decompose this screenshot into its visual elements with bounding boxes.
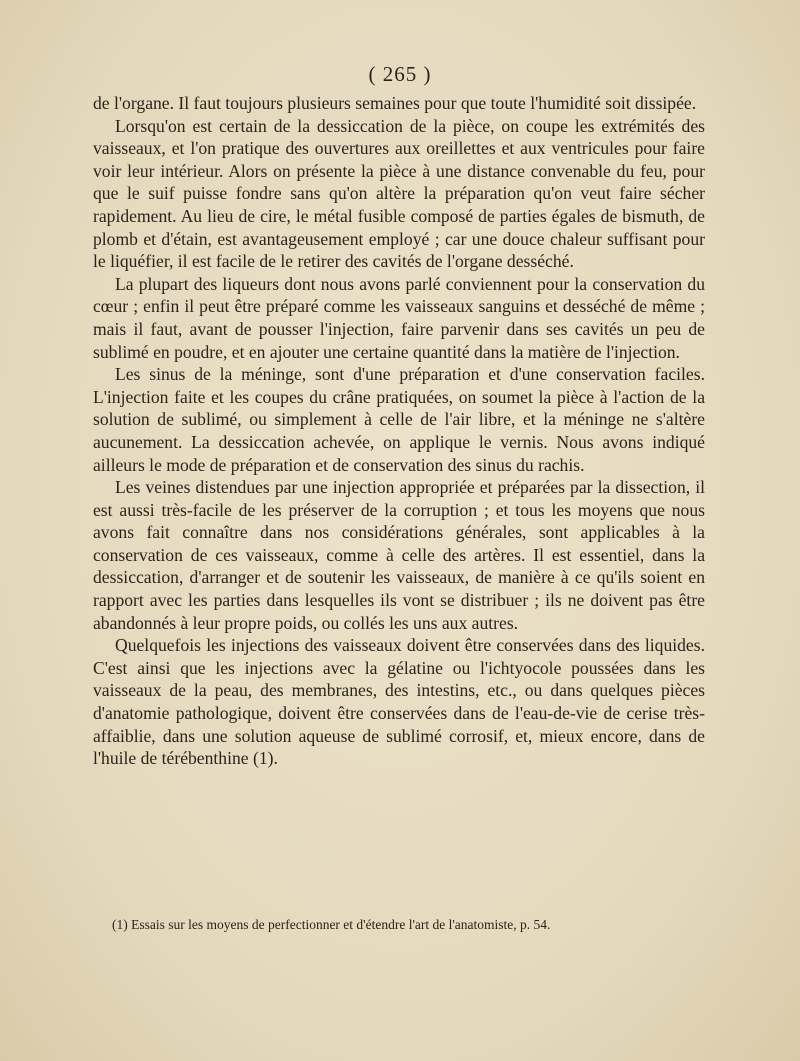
paragraph: de l'organe. Il faut toujours plusieurs semaines pour que toute l'humidité soit dissipée.: [93, 93, 697, 113]
body-text: [93, 92, 705, 770]
footnote: (1) Essais sur les moyens de perfectionner et d'étendre l'art de l'anatomiste, p. 54.: [112, 917, 551, 932]
paragraph: Les sinus de la méninge, sont d'une préparation et d'une conservation faciles. L'injection faite et les coupes du crâne pratiquées, on soumet la pièce à l'action de la solution de sublimé, ou simplement à celle de l'air libre, et la méninge ne s'altère aucunement. La dessiccation achevée, on applique le vernis. Nous avons indiqué ailleurs le mode de préparation et de conservation des sinus du rachis.: [93, 364, 705, 475]
paragraph: Les veines distendues par une injection appropriée et préparées par la dissection, il est aussi très-facile de les préserver de la corruption ; et tous les moyens que nous avons fait connaître dans nos considérations générales, sont applicables à la conservation de ces vaisseaux, comme à celle des artères. Il est essentiel, dans la dessiccation, d'arranger et de soutenir les vaisseaux, de manière à ce qu'ils soient en rapport avec les parties dans lesquelles ils vont se distribuer ; ils ne doivent pas être abandonnés à leur propre poids, ou collés les uns aux autres.: [93, 477, 705, 633]
paragraph: Quelquefois les injections des vaisseaux doivent être conservées dans des liquides. C'est ainsi que les injections avec la gélatine ou l'ichtyocole poussées dans les vaisseaux de la peau, des membranes, des intestins, etc., ou dans quelques pièces d'anatomie pathologique, doivent être conservées dans de l'eau-de-vie de cerise très-affaiblie, dans une solution aqueuse de sublimé corrosif, et, mieux encore, dans de l'huile de térébenthine (1).: [93, 635, 705, 769]
paragraph: La plupart des liqueurs dont nous avons parlé conviennent pour la conservation du cœur ; enfin il peut être préparé comme les vaisseaux sanguins et desséché de même ; mais il faut, avant de pousser l'injection, faire parvenir dans ses cavités un peu de sublimé en poudre, et en ajouter une certaine quantité dans la matière de l'injection.: [93, 273, 705, 362]
paragraph: Lorsqu'on est certain de la dessiccation de la pièce, on coupe les extrémités des vaisseaux, et l'on pratique des ouvertures aux oreillettes et aux ventricules pour faire voir leur intérieur. Alors on présente la pièce à une distance convenable du feu, pour que le suif puisse fondre sans qu'on altère la préparation qu'on veut faire sécher rapidement. Au lieu de cire, le métal fusible composé de parties égales de bismuth, de plomb et d'étain, est avantageusement employé ; car une douce chaleur suffisant pour le liquéfier, il est facile de le retirer des cavités de l'organe desséché.: [93, 115, 705, 272]
page-number: ( 265 ): [368, 62, 432, 86]
